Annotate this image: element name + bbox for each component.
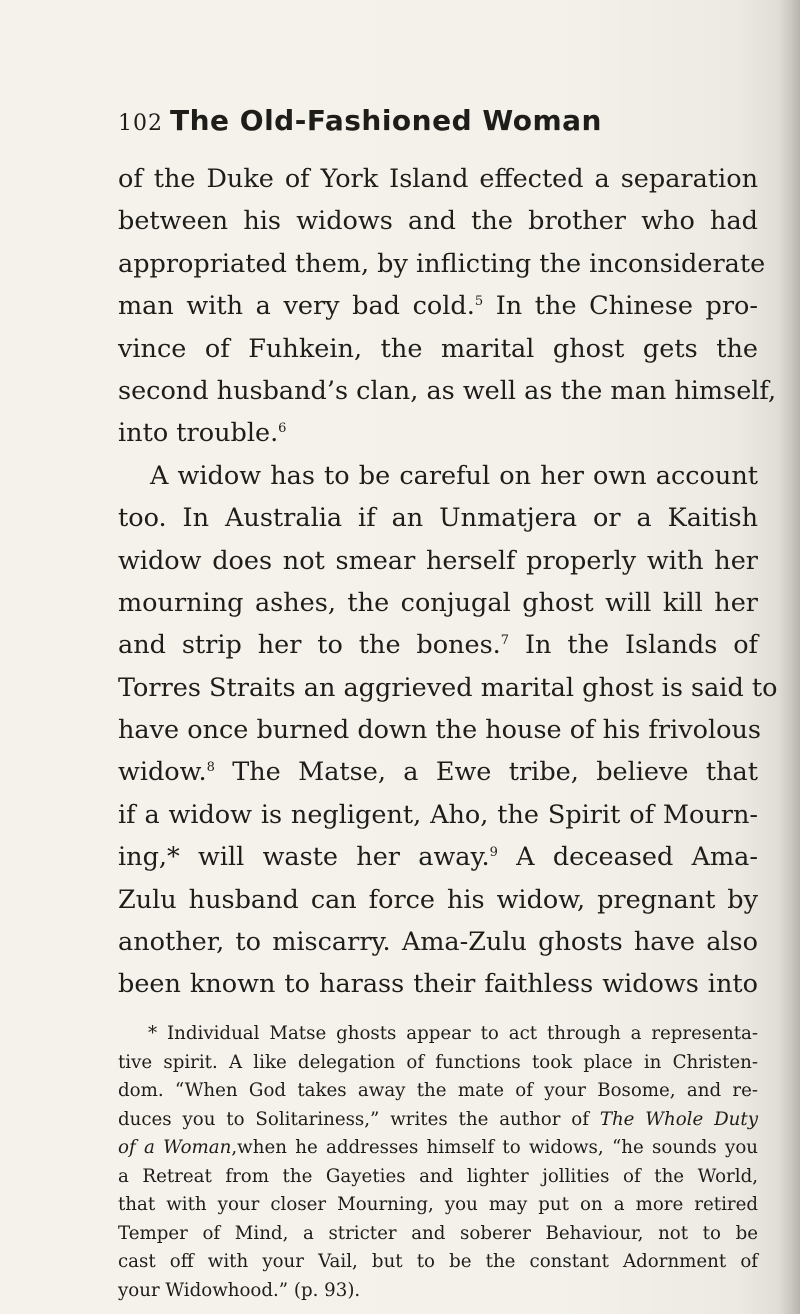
footnote-line-text: dom. “When God takes away the mate of your Bosome, and re- bbox=[118, 1080, 758, 1101]
body-line bbox=[118, 328, 758, 370]
footnote-line-text-continued: ,when he addresses himself to widows, “he sounds you bbox=[231, 1137, 758, 1158]
page-number: 102 bbox=[118, 111, 163, 136]
body-line bbox=[118, 285, 758, 327]
body-line bbox=[118, 836, 758, 878]
body-line-text-continued: A deceased Ama- bbox=[497, 842, 758, 873]
footnote-reference: 9 bbox=[489, 845, 498, 861]
body-line-text: between his widows and the brother who had bbox=[118, 206, 758, 237]
book-title: of a Woman bbox=[118, 1137, 232, 1158]
footnote-line-text: that with your closer Mourning, you may put on a more retired bbox=[118, 1194, 758, 1215]
body-line-text: another, to miscarry. Ama-Zulu ghosts have also bbox=[118, 927, 758, 958]
body-line-text-continued: In the Chinese pro- bbox=[483, 291, 758, 322]
body-line bbox=[118, 709, 761, 751]
book-title: The Whole Duty bbox=[599, 1108, 758, 1130]
body-line-text: Zulu husband can force his widow, pregnant by bbox=[118, 884, 758, 915]
body-line-text: into trouble. bbox=[118, 418, 279, 449]
body-line-text: man with a very bad cold. bbox=[118, 291, 475, 322]
body-line-text-continued: In the Islands of bbox=[509, 630, 758, 661]
body-line bbox=[118, 667, 778, 709]
body-line-text: if a widow is negligent, Aho, the Spirit of Mourn- bbox=[118, 799, 758, 830]
footnote-line bbox=[118, 1220, 758, 1249]
body-line bbox=[118, 963, 758, 1005]
footnote-line bbox=[118, 1277, 758, 1306]
body-line-text: vince of Fuhkein, the marital ghost gets the bbox=[118, 333, 758, 364]
page-edge-shadow bbox=[778, 0, 800, 1314]
footnote-line bbox=[118, 1191, 758, 1220]
body-line-text: of the Duke of York Island effected a separation bbox=[118, 164, 758, 194]
footnote-line bbox=[118, 1248, 758, 1277]
footnote-line-text: tive spirit. A like delegation of functions took place in Christen- bbox=[118, 1051, 758, 1073]
running-title: The Old-Fashioned Woman bbox=[170, 104, 602, 137]
body-line-text: widow. bbox=[118, 757, 207, 788]
footnote-line bbox=[118, 1106, 758, 1135]
footnote-line bbox=[118, 1134, 758, 1163]
body-line bbox=[118, 158, 758, 200]
footnote-line bbox=[118, 1049, 758, 1078]
footnote-line bbox=[118, 1020, 758, 1049]
footnote-reference: 7 bbox=[500, 633, 510, 649]
body-text bbox=[118, 158, 778, 1006]
body-line-text: and strip her to the bones. bbox=[118, 630, 501, 661]
body-line-text: A widow has to be careful on her own account bbox=[150, 460, 758, 491]
footnote-line-text: duces you to Solitariness,” writes the author of bbox=[118, 1108, 600, 1130]
body-line-text: ing,* will waste her away. bbox=[118, 842, 490, 873]
body-line bbox=[118, 751, 758, 793]
body-line bbox=[118, 412, 758, 454]
body-line-text: second husband’s clan, as well as the man himself, bbox=[118, 375, 777, 406]
footnote bbox=[118, 1020, 758, 1305]
body-line bbox=[118, 624, 758, 666]
footnote-line-text: * Individual Matse ghosts appear to act through a representa- bbox=[148, 1023, 758, 1044]
body-line bbox=[118, 200, 758, 242]
footnote-line-text: a Retreat from the Gayeties and lighter jollities of the World, bbox=[118, 1165, 758, 1187]
body-line bbox=[118, 455, 758, 497]
body-line-text: too. In Australia if an Unmatjera or a Kaitish bbox=[118, 503, 758, 534]
body-line bbox=[118, 582, 758, 624]
page-header bbox=[118, 104, 758, 144]
body-line-text: mourning ashes, the conjugal ghost will kill her bbox=[118, 587, 758, 618]
footnote-line-text: Temper of Mind, a stricter and soberer Behaviour, not to be bbox=[118, 1222, 758, 1244]
body-line bbox=[118, 243, 766, 285]
body-line bbox=[118, 879, 758, 921]
body-line-text: widow does not smear herself properly with her bbox=[118, 545, 758, 576]
body-line-text: appropriated them, by inflicting the inconsiderate bbox=[118, 248, 766, 279]
body-line-text: have once burned down the house of his frivolous bbox=[118, 715, 761, 746]
body-line bbox=[118, 921, 758, 963]
body-line-text: been known to harass their faithless widows into bbox=[118, 969, 758, 1000]
footnote-line-text: cast off with your Vail, but to be the constant Adornment of bbox=[118, 1251, 758, 1272]
footnote-line bbox=[118, 1163, 758, 1192]
body-line bbox=[118, 497, 758, 539]
body-line bbox=[118, 370, 777, 412]
footnote-line bbox=[118, 1077, 758, 1106]
body-line-text: Torres Straits an aggrieved marital ghost is said to bbox=[118, 672, 778, 703]
footnote-reference: 5 bbox=[474, 294, 484, 310]
footnote-reference: 8 bbox=[206, 760, 215, 776]
footnote-line-text: your Widowhood.” (p. 93). bbox=[118, 1279, 361, 1301]
footnote-reference: 6 bbox=[278, 421, 287, 437]
body-line bbox=[118, 794, 758, 836]
body-line bbox=[118, 540, 758, 582]
body-line-text-continued: The Matse, a Ewe tribe, believe that bbox=[214, 757, 758, 788]
